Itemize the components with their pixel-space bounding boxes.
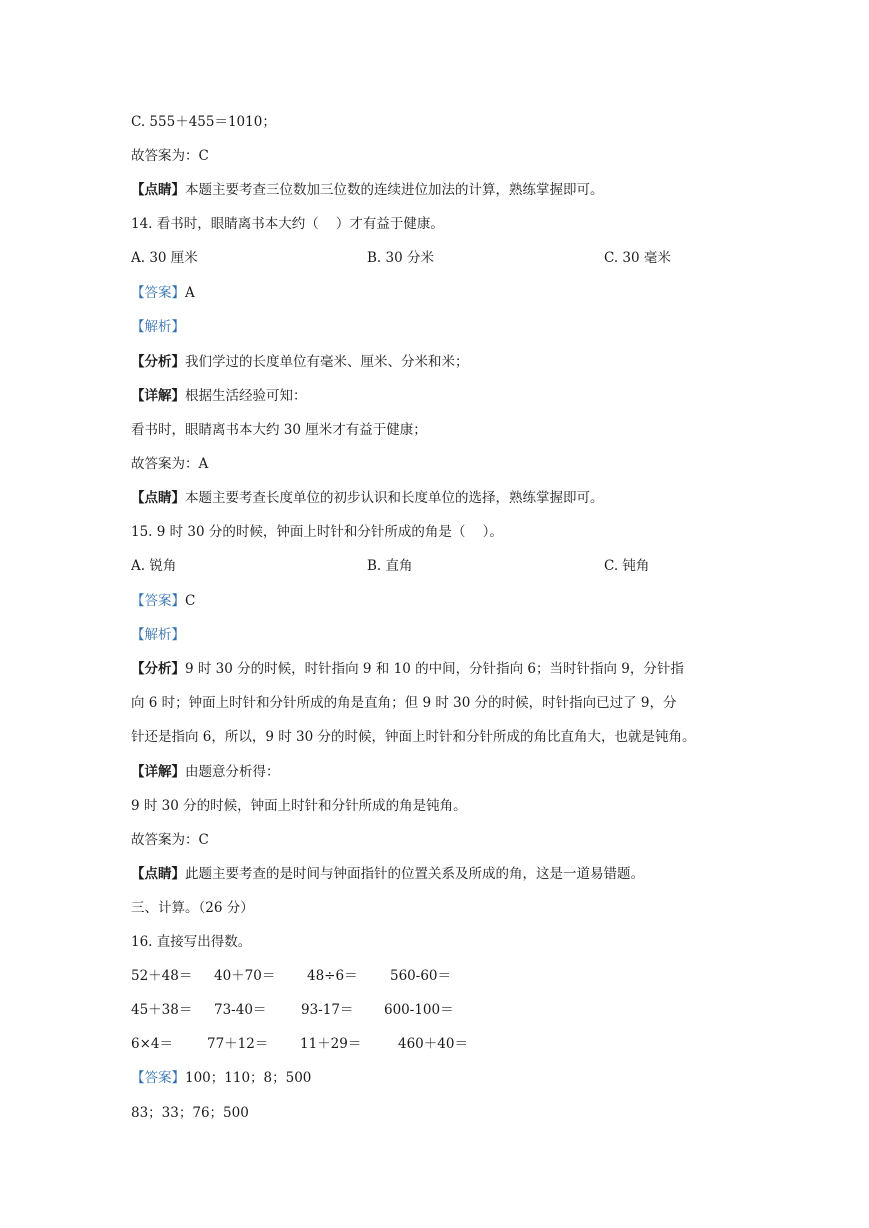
analysis-line bbox=[131, 659, 684, 679]
comment-line bbox=[131, 864, 644, 884]
text-line: 9 时 30 分的时候，钟面上时针和分针所成的角是钝角。 bbox=[131, 798, 467, 814]
comment-tag: 【点睛】 bbox=[131, 182, 185, 198]
detail-text: 由题意分析得： bbox=[185, 764, 280, 780]
text-line: 针还是指向 6，所以，9 时 30 分的时候，钟面上时针和分针所成的角比直角大，也就是钝角。 bbox=[131, 729, 696, 745]
calc-item: 48÷6＝ bbox=[307, 968, 358, 984]
calc-item: 6×4＝ bbox=[131, 1036, 173, 1052]
comment-line bbox=[131, 180, 604, 200]
text-line: 故答案为：C bbox=[131, 832, 209, 848]
answer-tag: 【答案】 bbox=[131, 593, 185, 609]
calc-item: 40＋70＝ bbox=[214, 968, 276, 984]
comment-text: 此题主要考查的是时间与钟面指针的位置关系及所成的角，这是一道易错题。 bbox=[185, 866, 644, 882]
detail-tag: 【详解】 bbox=[131, 388, 185, 404]
text-line: 故答案为：A bbox=[131, 456, 209, 472]
text-line: C. 555＋455＝1010； bbox=[131, 114, 276, 130]
answer-text: C bbox=[185, 593, 196, 609]
q14-option-a: A. 30 厘米 bbox=[131, 250, 198, 266]
question-16: 16. 直接写出得数。 bbox=[131, 934, 252, 950]
detail-line bbox=[131, 386, 307, 406]
answer-line bbox=[131, 283, 195, 303]
analysis-tag: 【分析】 bbox=[131, 661, 185, 677]
answer-tag: 【答案】 bbox=[131, 1070, 185, 1086]
analysis-heading: 【解析】 bbox=[131, 319, 185, 335]
calc-item: 77＋12＝ bbox=[207, 1036, 269, 1052]
calc-item: 560-60＝ bbox=[390, 968, 452, 984]
analysis-heading: 【解析】 bbox=[131, 627, 185, 643]
analysis-line bbox=[131, 352, 469, 372]
comment-tag: 【点睛】 bbox=[131, 866, 185, 882]
detail-tag: 【详解】 bbox=[131, 764, 185, 780]
answer-tag: 【答案】 bbox=[131, 285, 185, 301]
answer-line bbox=[131, 591, 195, 611]
text-line: 故答案为：C bbox=[131, 148, 209, 164]
detail-line bbox=[131, 762, 280, 782]
q14-option-c: C. 30 毫米 bbox=[604, 250, 671, 266]
calc-item: 52＋48＝ bbox=[131, 968, 193, 984]
question-15: 15. 9 时 30 分的时候，钟面上时针和分针所成的角是（ ）。 bbox=[131, 524, 503, 540]
q14-option-b: B. 30 分米 bbox=[367, 250, 434, 266]
q15-option-a: A. 锐角 bbox=[131, 558, 177, 574]
calc-item: 93-17＝ bbox=[301, 1002, 354, 1018]
comment-text: 本题主要考查长度单位的初步认识和长度单位的选择，熟练掌握即可。 bbox=[185, 490, 604, 506]
section-heading: 三、计算。（26 分） bbox=[131, 900, 254, 916]
calc-item: 460＋40＝ bbox=[398, 1036, 468, 1052]
answer-text: 100；110；8；500 bbox=[185, 1070, 312, 1086]
analysis-text: 9 时 30 分的时候，时针指向 9 和 10 的中间，分针指向 6；当时针指向 9，分针指 bbox=[185, 661, 684, 677]
comment-line bbox=[131, 488, 604, 508]
calc-item: 73-40＝ bbox=[214, 1002, 267, 1018]
calc-item: 600-100＝ bbox=[384, 1002, 454, 1018]
answer-text: A bbox=[185, 285, 195, 301]
text-line: 83；33；76；500 bbox=[131, 1105, 249, 1121]
detail-text: 根据生活经验可知： bbox=[185, 388, 307, 404]
analysis-text: 我们学过的长度单位有毫米、厘米、分米和米； bbox=[185, 354, 469, 370]
text-line: 向 6 时；钟面上时针和分针所成的角是直角；但 9 时 30 分的时候，时针指向已过了 9，分 bbox=[131, 695, 677, 711]
q15-option-c: C. 钝角 bbox=[604, 558, 650, 574]
calc-item: 45＋38＝ bbox=[131, 1002, 193, 1018]
calc-item: 11＋29＝ bbox=[300, 1036, 362, 1052]
text-line: 看书时，眼睛离书本大约 30 厘米才有益于健康； bbox=[131, 422, 427, 438]
comment-tag: 【点睛】 bbox=[131, 490, 185, 506]
comment-text: 本题主要考查三位数加三位数的连续进位加法的计算，熟练掌握即可。 bbox=[185, 182, 604, 198]
q15-option-b: B. 直角 bbox=[367, 558, 413, 574]
question-14: 14. 看书时，眼睛离书本大约（ ）才有益于健康。 bbox=[131, 216, 444, 232]
answer-line bbox=[131, 1068, 311, 1088]
analysis-tag: 【分析】 bbox=[131, 354, 185, 370]
